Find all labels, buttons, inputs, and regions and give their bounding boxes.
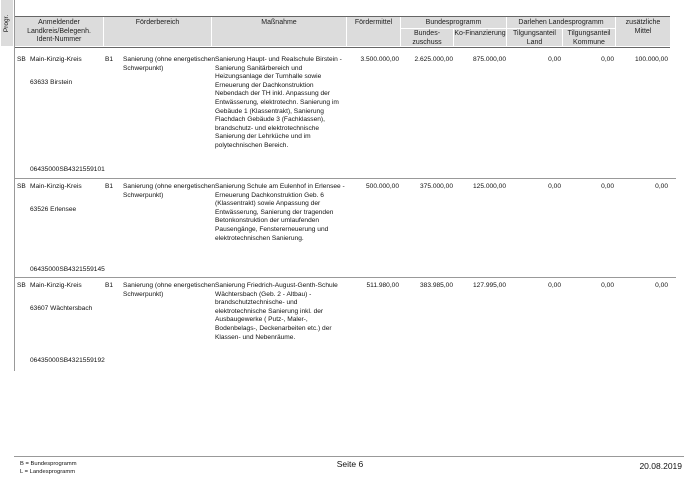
row-bundeszuschuss: 375.000,00: [419, 183, 453, 190]
header-progr: [1, 0, 13, 46]
row-kreis: Main-Kinzig-Kreis: [30, 183, 82, 190]
header-foerdermittel: Fördermittel: [347, 17, 400, 46]
row-zusaetzliche: 100.000,00: [634, 56, 668, 63]
row-code: B1: [105, 282, 114, 289]
row-ort: 63633 Birstein: [30, 79, 73, 86]
header-bundesprogramm: Bundesprogramm: [401, 17, 506, 28]
row-code: B1: [105, 183, 114, 190]
footer-legend-l: L = Landesprogramm: [20, 469, 76, 475]
row-foerdermittel: 511.980,00: [366, 282, 399, 289]
row-kreis: Main-Kinzig-Kreis: [30, 282, 82, 289]
footer-date: 20.08.2019: [639, 461, 682, 471]
header-progr-label: Progr.: [3, 14, 11, 32]
row-zusaetzliche: 0,00: [655, 282, 668, 289]
row-bereich: Sanierung (ohne energetischen Schwerpunkt): [123, 282, 216, 298]
header-tilgung-land: Tilgungsanteil Land: [507, 29, 562, 46]
row-tilgung-kommune: 0,00: [601, 183, 614, 190]
row-prog: SB: [17, 183, 26, 190]
row-foerdermittel: 3.500.000,00: [360, 56, 399, 63]
header-landkreis: Anmeldender Landkreis/Belegenh. Ident-Nummer: [15, 17, 103, 46]
header-darlehen: Darlehen Landesprogramm: [507, 17, 615, 28]
row-tilgung-land: 0,00: [548, 183, 561, 190]
row-tilgung-kommune: 0,00: [601, 56, 614, 63]
row-zusaetzliche: 0,00: [655, 183, 668, 190]
row-ident: 06435000SB4321559192: [30, 357, 105, 364]
header-massnahme: Maßnahme: [212, 17, 346, 46]
row-bundeszuschuss: 383.985,00: [419, 282, 453, 289]
row-ident: 06435000SB4321559101: [30, 166, 105, 173]
row-kofinanzierung: 125.000,00: [472, 183, 506, 190]
row-foerdermittel: 500.000,00: [365, 183, 399, 190]
row-bundeszuschuss: 2.625.000,00: [414, 56, 453, 63]
footer-legend-b: B = Bundesprogramm: [20, 461, 77, 467]
footer-rule: [14, 456, 684, 457]
row-tilgung-land: 0,00: [548, 282, 561, 289]
row-massnahme: Sanierung Friedrich-August-Genth-Schule Wächtersbach (Geb. 2 - Altbau) - brandschutztechnische- und elektrotechnische Sanierung inkl. der Ausbaugewerke ( Putz-, Maler-, Bodenbelags-, Deckenarbeiten etc.) der Klassen- und Nebenräume.: [215, 282, 338, 341]
row-prog: SB: [17, 56, 26, 63]
row-bereich: Sanierung (ohne energetischen Schwerpunkt): [123, 183, 216, 199]
row-massnahme: Sanierung Haupt- und Realschule Birstein - Sanierung Sanitärbereich und Heizungsanlage der Turnhalle sowie Erneuerung der Dachkonstruktion Nebendach der TH inkl. Anpassung der Entwässerung, elektrotechn. Sanierung im Gebäude 1 (Klassentrakt), Sanierung Flachdach Gebäude 3 (Fachklassen), brandschutz- und elektrotechnische Sanierung der Lehrküche und im polytechnischen Bereich.: [215, 56, 342, 149]
row-divider: [14, 277, 676, 278]
row-massnahme: Sanierung Schule am Eulenhof in Erlensee - Erneuerung Dachkonstruktion Geb. 6 (Klassentrakt) sowie Anpassung der Entwässerung, Sanierung der tragenden Betonkonstruktion der umlaufenden Pausengänge, Fenstererneuerung und elektrotechnischen Sanierung.: [215, 183, 345, 242]
row-ort: 63526 Erlensee: [30, 206, 77, 213]
header-bundeszuschuss: Bundes- zuschuss: [401, 29, 453, 46]
row-kofinanzierung: 875.000,00: [472, 56, 506, 63]
row-prog: SB: [17, 282, 26, 289]
header-bottom-rule: [14, 47, 670, 48]
header-foerderbereich: Förderbereich: [104, 17, 211, 46]
header-top-rule: [14, 16, 670, 17]
row-kofinanzierung: 127.995,00: [472, 282, 506, 289]
row-kreis: Main-Kinzig-Kreis: [30, 56, 82, 63]
footer-page-number: Seite 6: [336, 459, 364, 469]
table-left-border: [14, 0, 15, 371]
row-ident: 06435000SB4321559145: [30, 266, 105, 273]
row-bereich: Sanierung (ohne energetischen Schwerpunkt): [123, 56, 216, 72]
header-zusaetzliche: zusätzliche Mittel: [616, 17, 670, 46]
row-code: B1: [105, 56, 114, 63]
row-divider: [14, 178, 676, 179]
row-ort: 63607 Wächtersbach: [30, 305, 93, 312]
header-tilgung-kommune: Tilgungsanteil Kommune: [563, 29, 615, 46]
row-tilgung-kommune: 0,00: [601, 282, 614, 289]
header-kofinanzierung: Ko-Finanzierung: [454, 29, 506, 46]
row-tilgung-land: 0,00: [548, 56, 561, 63]
